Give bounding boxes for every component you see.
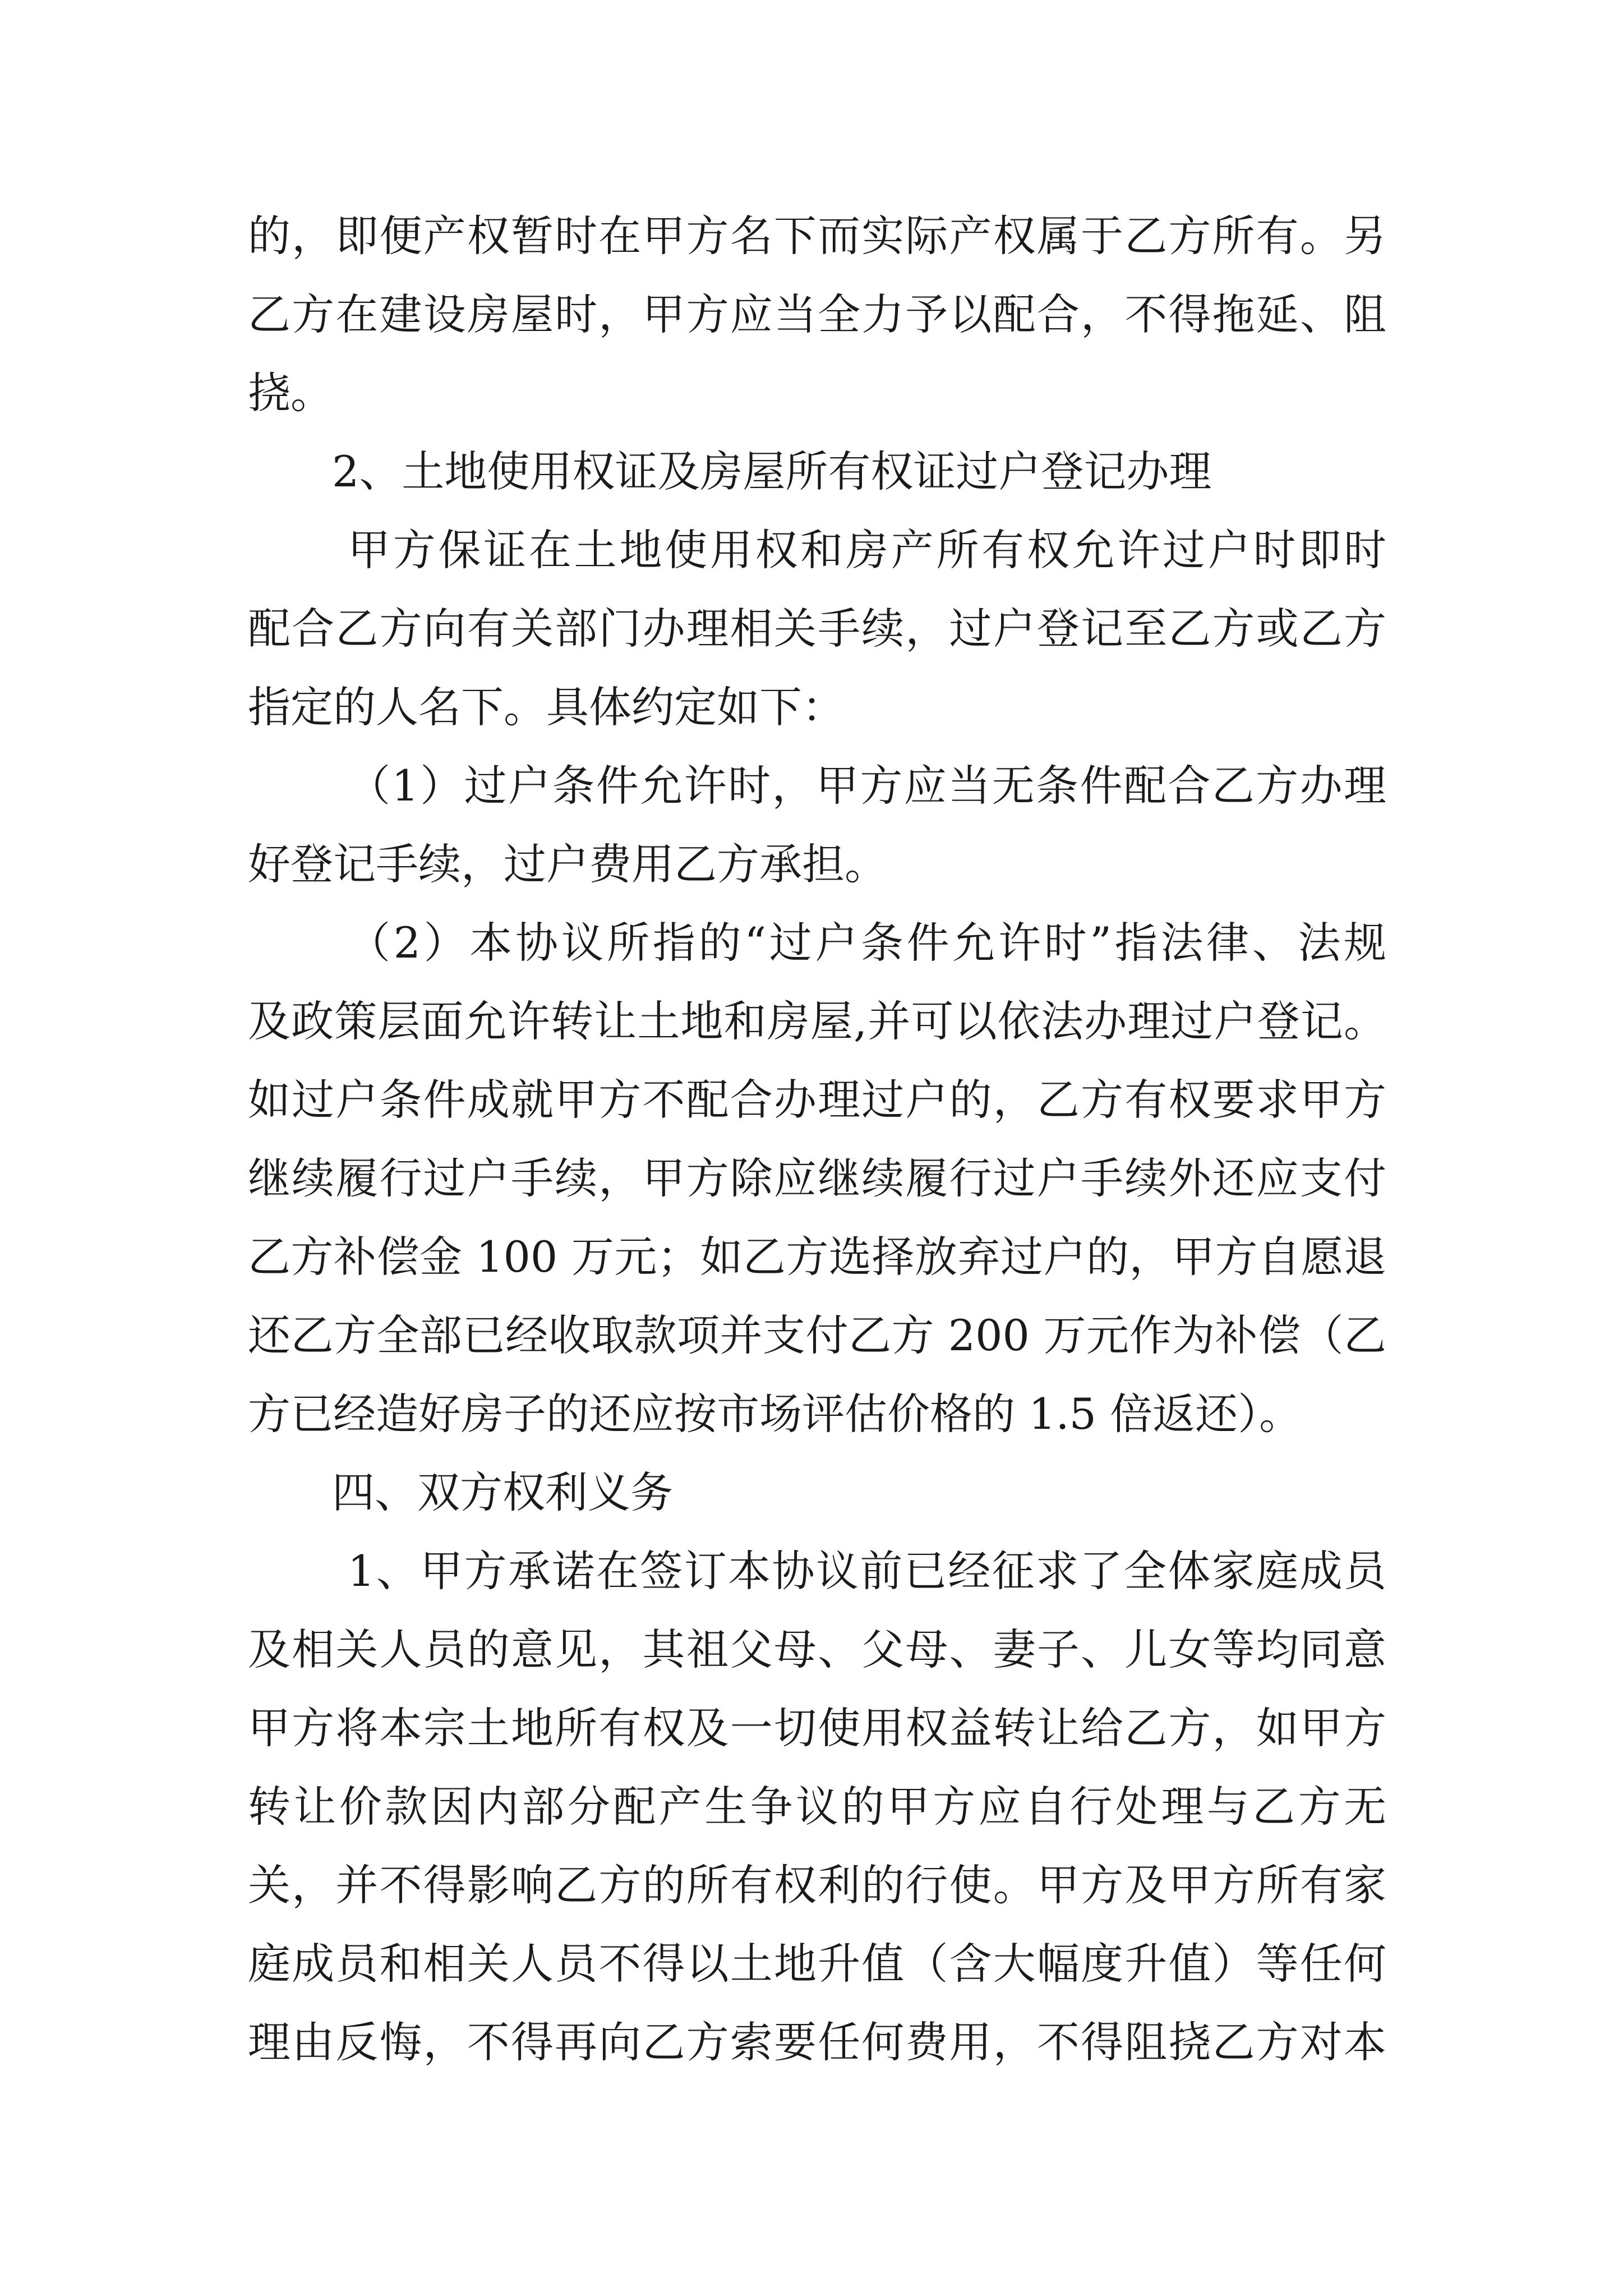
list-item-line: （2）本协议所指的“过户条件允许时”指法律、法规 bbox=[348, 918, 1386, 968]
paragraph-line: 及相关人员的意见，其祖父母、父母、妻子、儿女等均同意 bbox=[248, 1625, 1386, 1674]
paragraph-line: 转让价款因内部分配产生争议的甲方应自行处理与乙方无 bbox=[248, 1782, 1386, 1832]
paragraph-line: 配合乙方向有关部门办理相关手续，过户登记至乙方或乙方 bbox=[248, 604, 1386, 654]
paragraph-line: 庭成员和相关人员不得以土地升值（含大幅度升值）等任何 bbox=[248, 1939, 1386, 1989]
paragraph-line: 关，并不得影响乙方的所有权利的行使。甲方及甲方所有家 bbox=[248, 1860, 1386, 1910]
paragraph-line: 甲方将本宗土地所有权及一切使用权益转让给乙方，如甲方 bbox=[248, 1703, 1386, 1753]
paragraph-line: 1、甲方承诺在签订本协议前已经征求了全体家庭成员 bbox=[348, 1546, 1386, 1596]
section-heading: 2、土地使用权证及房屋所有权证过户登记办理 bbox=[332, 447, 1212, 496]
list-item-line: 好登记手续，过户费用乙方承担。 bbox=[248, 839, 887, 889]
list-item-line: 还乙方全部已经收取款项并支付乙方 200 万元作为补偿（乙 bbox=[248, 1310, 1386, 1360]
paragraph-line: 理由反悔，不得再向乙方索要任何费用，不得阻挠乙方对本 bbox=[248, 2017, 1386, 2067]
list-item-line: 乙方补偿金 100 万元；如乙方选择放弃过户的，甲方自愿退 bbox=[248, 1232, 1386, 1282]
paragraph-line: 乙方在建设房屋时，甲方应当全力予以配合，不得拖延、阻 bbox=[248, 289, 1386, 339]
list-item-line: 如过户条件成就甲方不配合办理过户的，乙方有权要求甲方 bbox=[248, 1075, 1386, 1125]
paragraph-line: 甲方保证在土地使用权和房产所有权允许过户时即时 bbox=[348, 525, 1386, 575]
list-item-line: 方已经造好房子的还应按市场评估价格的 1.5 倍返还）。 bbox=[248, 1389, 1302, 1439]
list-item-line: （1）过户条件允许时，甲方应当无条件配合乙方办理 bbox=[348, 761, 1386, 811]
section-heading: 四、双方权利义务 bbox=[332, 1467, 673, 1517]
paragraph-line: 指定的人名下。具体约定如下： bbox=[248, 682, 845, 732]
paragraph-line: 的，即便产权暂时在甲方名下而实际产权属于乙方所有。另 bbox=[248, 211, 1386, 261]
list-item-line: 继续履行过户手续，甲方除应继续履行过户手续外还应支付 bbox=[248, 1153, 1386, 1203]
list-item-line: 及政策层面允许转让土地和房屋,并可以依法办理过户登记。 bbox=[248, 996, 1386, 1046]
paragraph-line: 挠。 bbox=[248, 368, 333, 418]
